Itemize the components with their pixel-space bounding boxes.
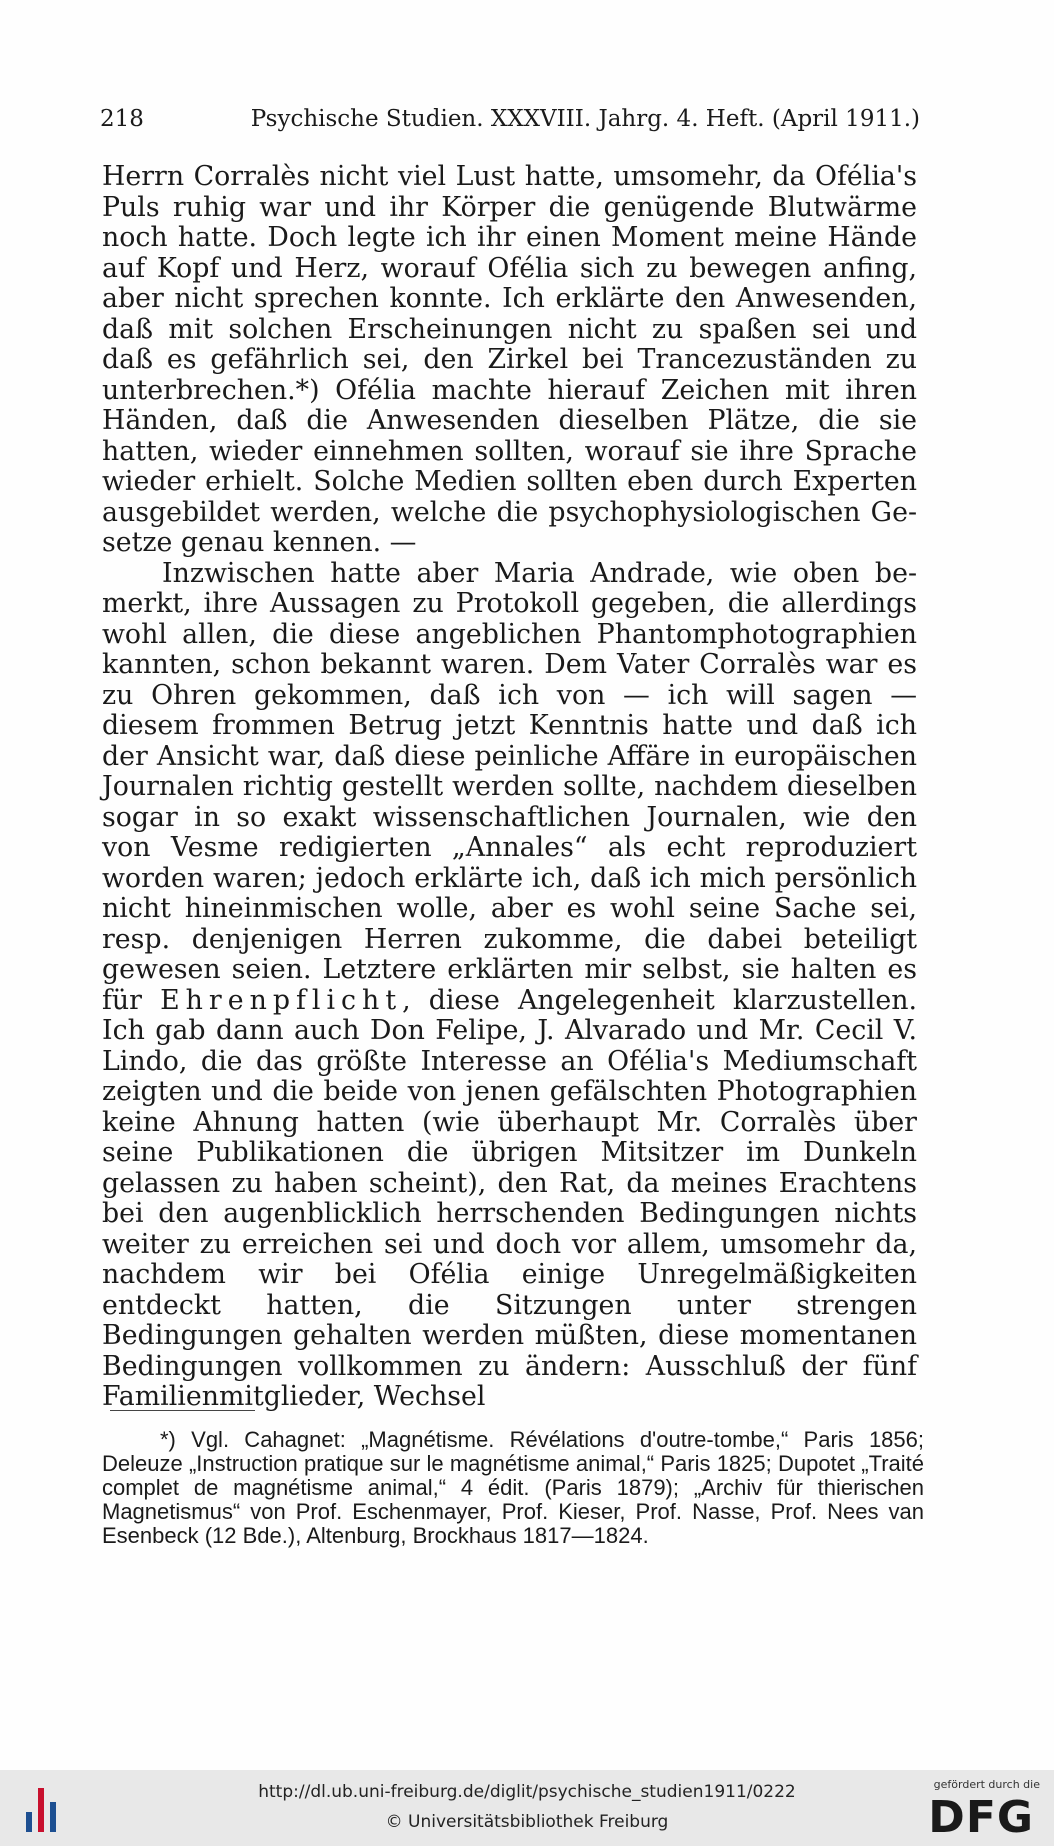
footnote-rule <box>110 1410 255 1411</box>
footnote <box>102 1428 924 1548</box>
viewer-footer-bar <box>0 1770 1054 1846</box>
paragraph-2-part-1: Inzwischen hatte aber Maria Andrade, wie oben bemerkt, ihre Aussagen zu Protokoll gegeben, die allerdings wohl allen, die diese angeblichen Phantomphotographien kannten, schon bekannt waren. Dem Vater Corralès war es zu Ohren gekommen, daß ich von — ich will sagen — diesem frommen Betrug jetzt Kenntnis hatte und daß ich der Ansicht war, daß diese peinliche Affäre in europäischen Journalen richtig gestellt werden sollte, nachdem dieselben sogar in so exakt wissenschaftlichen Journalen, wie den von Vesme redigierten „Annales“ als echt reproduziert worden waren; jedoch erklärte ich, daß ich mich persönlich nicht hineinmischen wolle, aber es wohl seine Sache sei, resp. denjenigen Herren zukomme, die dabei beteiligt gewesen seien. Letztere erklärten mir selbst, sie halten es für <box>102 557 917 1016</box>
footnote-text: *) Vgl. Cahagnet: „Magnétisme. Révélations d'outre-tombe,“ Paris 1856; Deleuze „Instruction pratique sur le magnétisme animal,“ Paris 1825; Dupotet „Traité complet de magnétisme animal,“ 4 édit. (Paris 1879); „Archiv für thierischen Magnetismus“ von Prof. Eschenmayer, Prof. Kieser, Prof. Nasse, Prof. Nees van Esenbeck (12 Bde.), Altenburg, Brockhaus 1817—1824. <box>102 1427 924 1548</box>
spaced-word: Ehrenpflicht <box>160 984 403 1016</box>
copyright-text: © Universitätsbibliothek Freiburg <box>385 1812 669 1832</box>
page-header <box>100 106 920 132</box>
body-text <box>102 162 917 1413</box>
paragraph-2-part-2: , diese Angelegenheit klarzustellen. Ich gab dann auch Don Felipe, J. Alvarado und Mr. Cecil V. Lindo, die das größte Interesse an Ofélia's Mediumschaft zeigten und die beide von jenen gefälschten Photographien keine Ahnung hatten (wie überhaupt Mr. Corralès über seine Publikationen die übrigen Mitsitzer im Dunkeln gelassen zu haben scheint), den Rat, da meines Erachtens bei den augenblicklich herrschenden Bedingungen nichts weiter zu erreichen sei und doch vor allem, umsomehr da, nachdem wir bei Ofélia einige Unregelmäßigkeiten entdeckt hatten, die Sitzungen unter strengen Bedingungen gehalten werden müßten, diese momentanen Bedingungen vollkommen zu ändern: Ausschluß der fünf Familienmitglieder, Wechsel <box>102 984 917 1412</box>
page-number: 218 <box>100 106 144 132</box>
dfg-logo: DFG <box>928 1792 1034 1843</box>
paragraph-2 <box>102 559 917 1413</box>
dfg-tagline: gefördert durch die <box>933 1778 1040 1791</box>
paragraph-1: Herrn Corralès nicht viel Lust hatte, umsomehr, da Ofélia's Puls ruhig war und ihr Körper die genügende Blutwärme noch hatte. Doch legte ich ihr einen Moment meine Hände auf Kopf und Herz, worauf Ofélia sich zu bewegen anfing, aber nicht sprechen konnte. Ich erklärte den Anwesenden, daß mit solchen Erscheinungen nicht zu spaßen sei und daß es gefährlich sei, den Zirkel bei Trancezuständen zu unterbrechen.*) Ofélia machte hierauf Zeichen mit ihren Händen, daß die Anwesenden dieselben Plätze, die sie hatten, wieder einnehmen sollten, worauf sie ihre Sprache wieder erhielt. Solche Medien sollten eben durch Experten ausgebildet werden, welche die psychophysiologischen Gesetze genau kennen. — <box>102 161 917 558</box>
running-title: Psychische Studien. XXXVIII. Jahrg. 4. Heft. (April 1911.) <box>250 106 920 132</box>
permalink-url[interactable]: http://dl.ub.uni-freiburg.de/diglit/psychische_studien1911/0222 <box>258 1782 796 1802</box>
